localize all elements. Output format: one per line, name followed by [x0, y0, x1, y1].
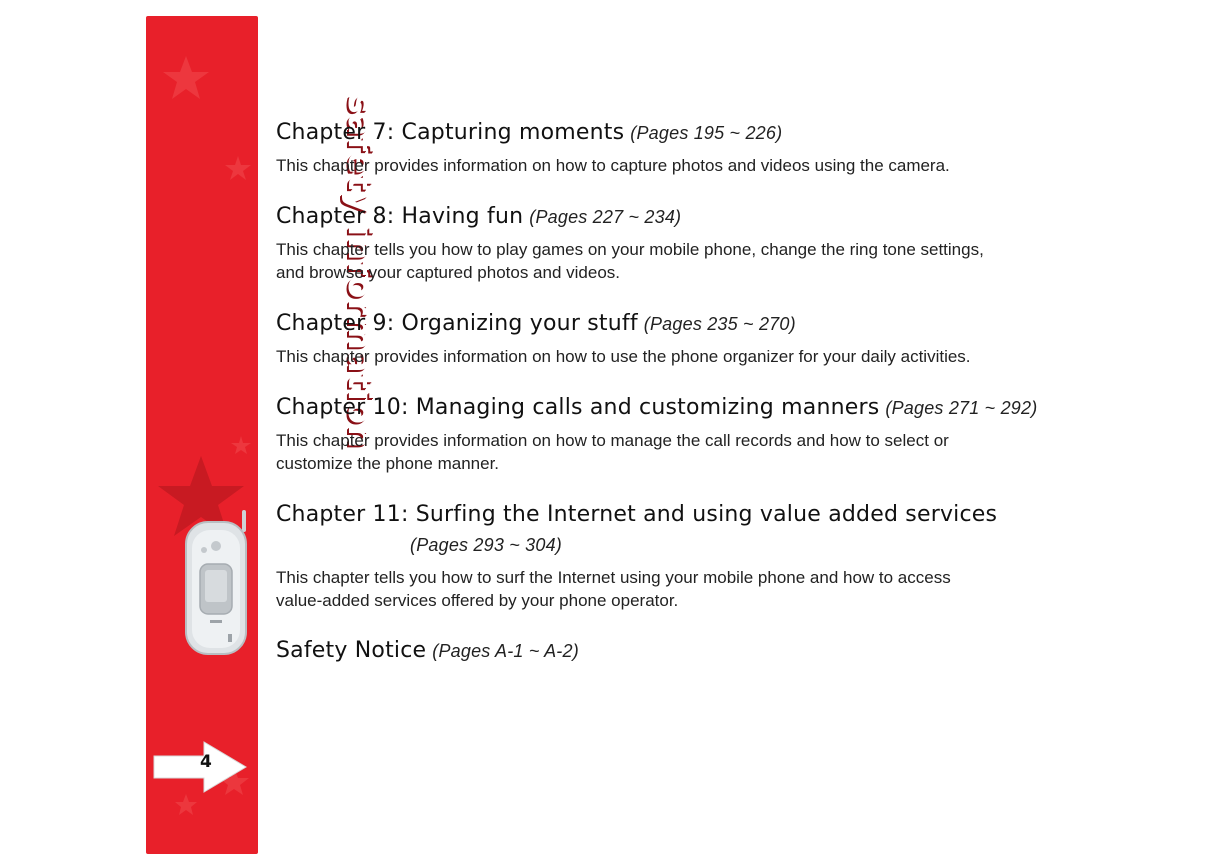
sidebar-decoration	[146, 16, 258, 854]
chapter-pages: (Pages 235 ~ 270)	[643, 314, 796, 334]
chapter-pages: (Pages 227 ~ 234)	[529, 207, 682, 227]
chapter-8-entry	[276, 202, 996, 284]
chapter-description: This chapter provides information on how to use the phone organizer for your daily activities.	[276, 347, 971, 366]
chapter-description: This chapter provides information on how to manage the call records and how to select or customize the phone manner.	[276, 431, 949, 473]
chapter-11-entry	[276, 500, 997, 612]
chapter-title: Chapter 11: Surfing the Internet and using value added services	[276, 502, 998, 527]
chapter-description: This chapter tells you how to surf the Internet using your mobile phone and how to access value-added services offered by your phone operator.	[276, 568, 951, 610]
chapter-pages: (Pages 293 ~ 304)	[410, 535, 563, 555]
chapter-9-entry	[276, 309, 996, 368]
chapter-title: Safety Notice	[276, 638, 427, 663]
star-icon	[225, 156, 251, 180]
chapter-7-entry	[276, 118, 996, 177]
flip-phone-icon	[186, 510, 246, 654]
chapter-heading	[276, 500, 997, 560]
chapter-pages: (Pages A-1 ~ A-2)	[432, 641, 579, 661]
chapter-title: Chapter 9: Organizing your stuff	[276, 311, 638, 336]
chapter-description: This chapter provides information on how to capture photos and videos using the camera.	[276, 156, 950, 175]
page-number: 4	[200, 752, 212, 772]
section-title: safety information	[341, 94, 380, 449]
safety-notice-entry	[276, 636, 579, 666]
chapter-heading	[276, 118, 996, 148]
chapter-heading	[276, 636, 579, 666]
star-icon	[163, 56, 209, 99]
chapter-heading	[276, 202, 996, 232]
star-icon	[175, 794, 197, 815]
chapter-heading	[276, 309, 996, 339]
chapter-description: This chapter tells you how to play games on your mobile phone, change the ring tone settings, and browse your captured photos and videos.	[276, 240, 984, 282]
chapter-pages: (Pages 271 ~ 292)	[885, 398, 1038, 418]
chapter-pages: (Pages 195 ~ 226)	[630, 123, 783, 143]
chapter-heading	[276, 393, 1037, 423]
star-icon	[231, 436, 251, 454]
chapter-title: Chapter 8: Having fun	[276, 204, 524, 229]
chapter-title: Chapter 7: Capturing moments	[276, 120, 625, 145]
chapter-10-entry	[276, 393, 1037, 475]
chapter-title: Chapter 10: Managing calls and customizing manners	[276, 395, 880, 420]
